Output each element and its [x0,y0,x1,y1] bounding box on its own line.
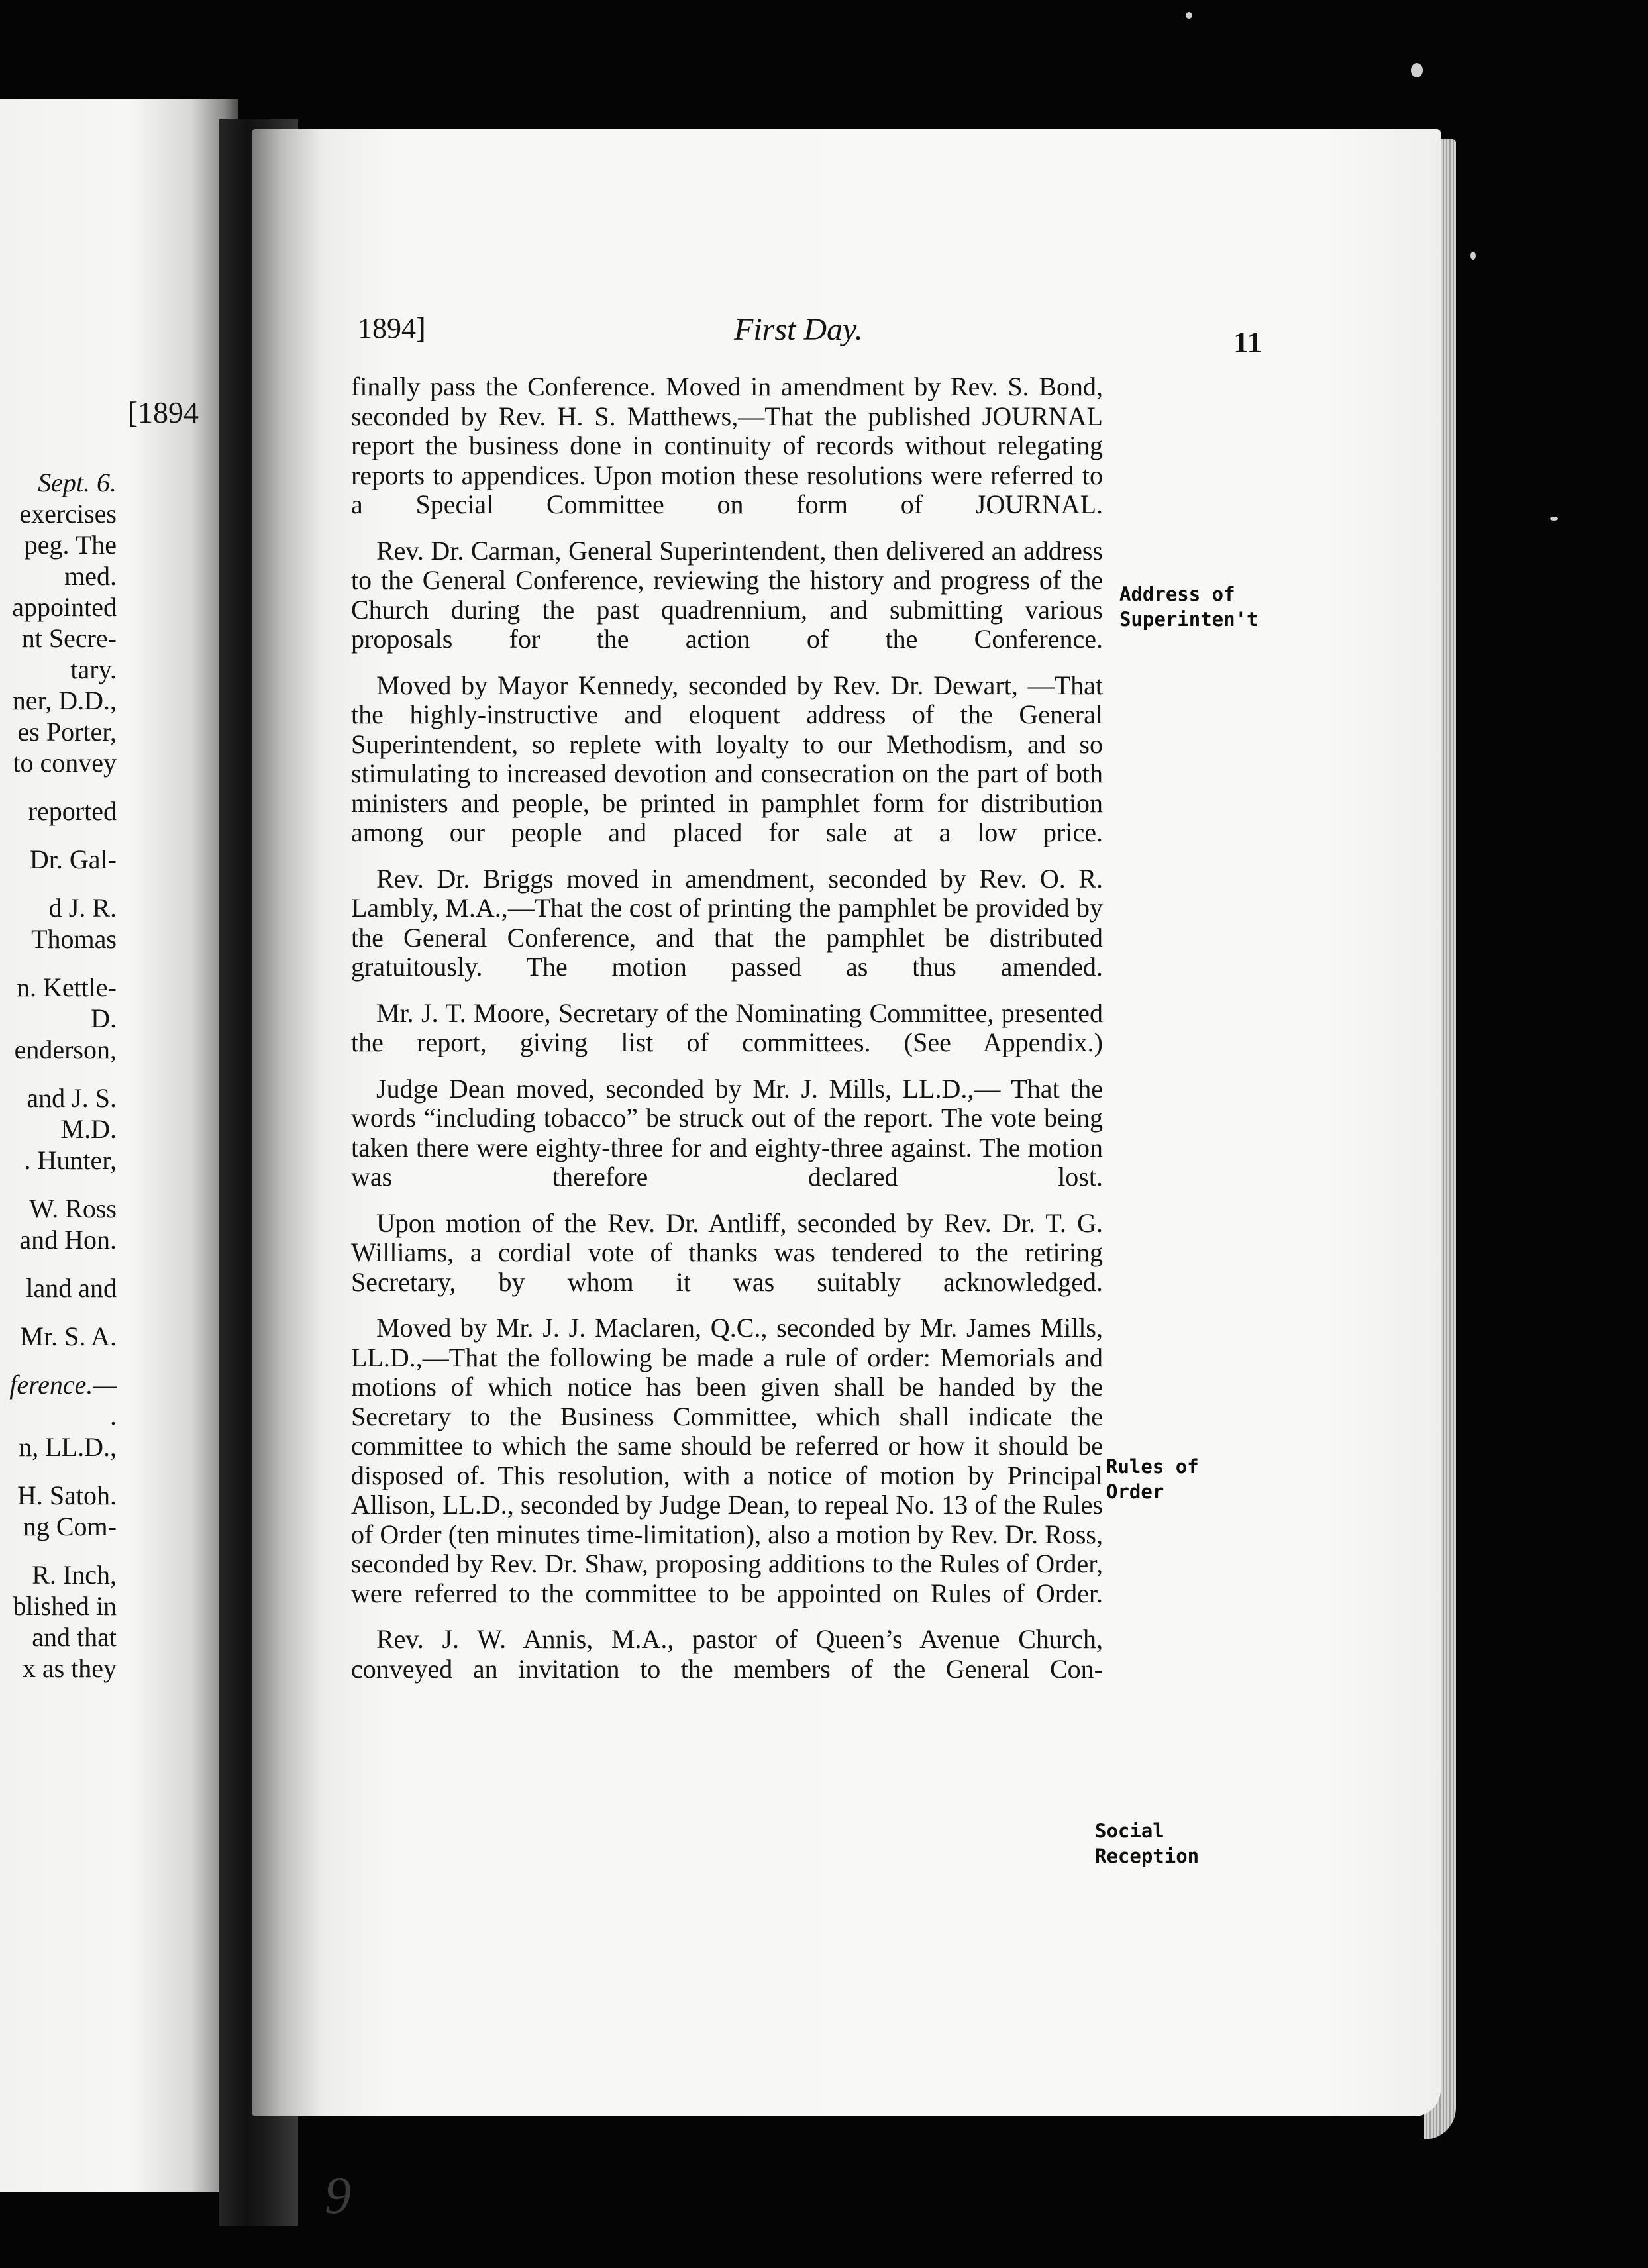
running-title: First Day. [734,312,863,347]
left-page-line [0,778,117,796]
left-page-line: Thomas [31,924,117,954]
left-page-line [0,1176,117,1193]
left-page-line: D. [91,1004,117,1033]
left-page-line: and that [32,1622,117,1652]
left-page-line: ng Com- [23,1512,117,1541]
left-page-line: x as they [22,1653,117,1683]
page-number: 11 [1233,325,1262,359]
paragraph-5: Mr. J. T. Moore, Secretary of the Nominating Committee, presented the report, giving list of committees. (See Appendix.) [351,998,1103,1057]
left-page-line: to convey [13,748,117,778]
dust-speck [1470,252,1476,260]
left-page-line: nt Secre- [21,623,117,653]
left-page-line: M.D. [60,1114,117,1144]
left-page-line: Dr. Gal- [29,845,117,874]
left-page-line: H. Satoh. [17,1480,117,1510]
body-text [351,372,1103,1700]
left-page-line: es Porter, [17,717,117,747]
left-page-line: d J. R. [48,893,117,923]
left-page-line [0,954,117,972]
paragraph-1: finally pass the Conference. Moved in amendment by Rev. S. Bond, seconded by Rev. H. S. Matthews,—That the published JOURNAL report the business done in continuity of records without relegating reports to appendices. Upon motion these resolutions were referred to a Special Committee on form of JOURNAL. [351,372,1103,519]
paragraph-2: Rev. Dr. Carman, General Superintendent, then delivered an address to the General Conference, reviewing the history and progress of the Church during the past quadrennium, and submitting various proposals for the action of the Conference. [351,535,1103,654]
left-page-line: and Hon. [19,1225,117,1255]
left-page-line [0,1352,117,1369]
left-page-line: blished in [13,1591,117,1621]
left-page-line: tary. [70,654,117,684]
paragraph-6: Judge Dean moved, seconded by Mr. J. Mills, LL.D.,— That the words “including tobacco” be struck out of the report. The vote being taken there were eighty-three for and eighty-three against. The motion was therefore declared lost. [351,1073,1103,1192]
margin-note-address: Address of Superinten't [1119,583,1259,631]
left-page-line: n, LL.D., [19,1432,117,1462]
dust-speck [1186,12,1192,19]
left-page-line [0,1463,117,1480]
margin-note-social: Social Reception [1095,1820,1200,1867]
left-page-line: ference.— [9,1370,117,1400]
left-page-line [0,827,117,844]
left-page-line: . Hunter, [24,1145,117,1175]
handwritten-mark: 9 [325,2167,351,2225]
left-page-line [0,1542,117,1559]
left-page-text [0,467,238,1684]
paragraph-3: Moved by Mayor Kennedy, seconded by Rev. Dr. Dewart, —That the highly-instructive and eloquent address of the General Superintendent, so replete with loyalty to our Methodism, and so stimulating to increased devotion and consecration on the part of both ministers and people, be printed in pamphlet form for distribution among our people and placed for sale at a low price. [351,670,1103,847]
left-page-line [0,1065,117,1082]
left-page-line: R. Inch, [32,1560,117,1590]
left-page-line: enderson, [14,1035,117,1064]
left-page-line [0,875,117,892]
left-page-line [0,1304,117,1321]
left-page-line: ner, D.D., [12,686,117,715]
left-page-line: med. [64,561,117,591]
left-page-line: land and [26,1273,117,1303]
left-page-line: appointed [12,592,117,622]
left-page-line: and J. S. [26,1083,117,1113]
left-page-line: exercises [19,499,117,529]
dust-speck [1550,517,1558,521]
paragraph-7: Upon motion of the Rev. Dr. Antliff, seconded by Rev. Dr. T. G. Williams, a cordial vote of thanks was tendered to the retiring Secretary, by whom it was suitably acknowledged. [351,1208,1103,1297]
paragraph-9: Rev. J. W. Annis, M.A., pastor of Queen’s Avenue Church, conveyed an invitation to the members of the General Con- [351,1624,1103,1684]
left-page-line: peg. The [24,530,117,560]
left-page-line [0,1255,117,1272]
dust-speck [1411,63,1423,77]
left-page-line: . [110,1401,117,1431]
header-year: 1894] [358,312,426,344]
left-page-line: W. Ross [29,1194,117,1223]
paragraph-8: Moved by Mr. J. J. Maclaren, Q.C., seconded by Mr. James Mills, LL.D.,—That the following be made a rule of order: Memorials and motions of which notice has been given shall be handed by the Secretary to the Business Committee, which shall indicate the committee to which the same should be referred or how it should be disposed of. This resolution, with a notice of motion by Principal Allison, LL.D., seconded by Judge Dean, to repeal No. 13 of the Rules of Order (ten minutes time-limitation), also a motion by Rev. Dr. Ross, seconded by Rev. Dr. Shaw, proposing additions to the Rules of Order, were referred to the committee to be appointed on Rules of Order. [351,1313,1103,1608]
left-page-line: Mr. S. A. [20,1321,117,1351]
left-page-line: reported [28,796,117,826]
left-page [0,99,238,2192]
left-page-header: [1894 [127,395,199,429]
paragraph-4: Rev. Dr. Briggs moved in amendment, seconded by Rev. O. R. Lambly, M.A.,—That the cost of printing the pamphlet be provided by the General Conference, and that the pamphlet be distributed gratuitously. The motion passed as thus amended. [351,863,1103,982]
margin-note-rules: Rules of Order [1106,1455,1199,1503]
left-page-line: Sept. 6. [38,468,117,497]
left-page-line: n. Kettle- [16,972,117,1002]
